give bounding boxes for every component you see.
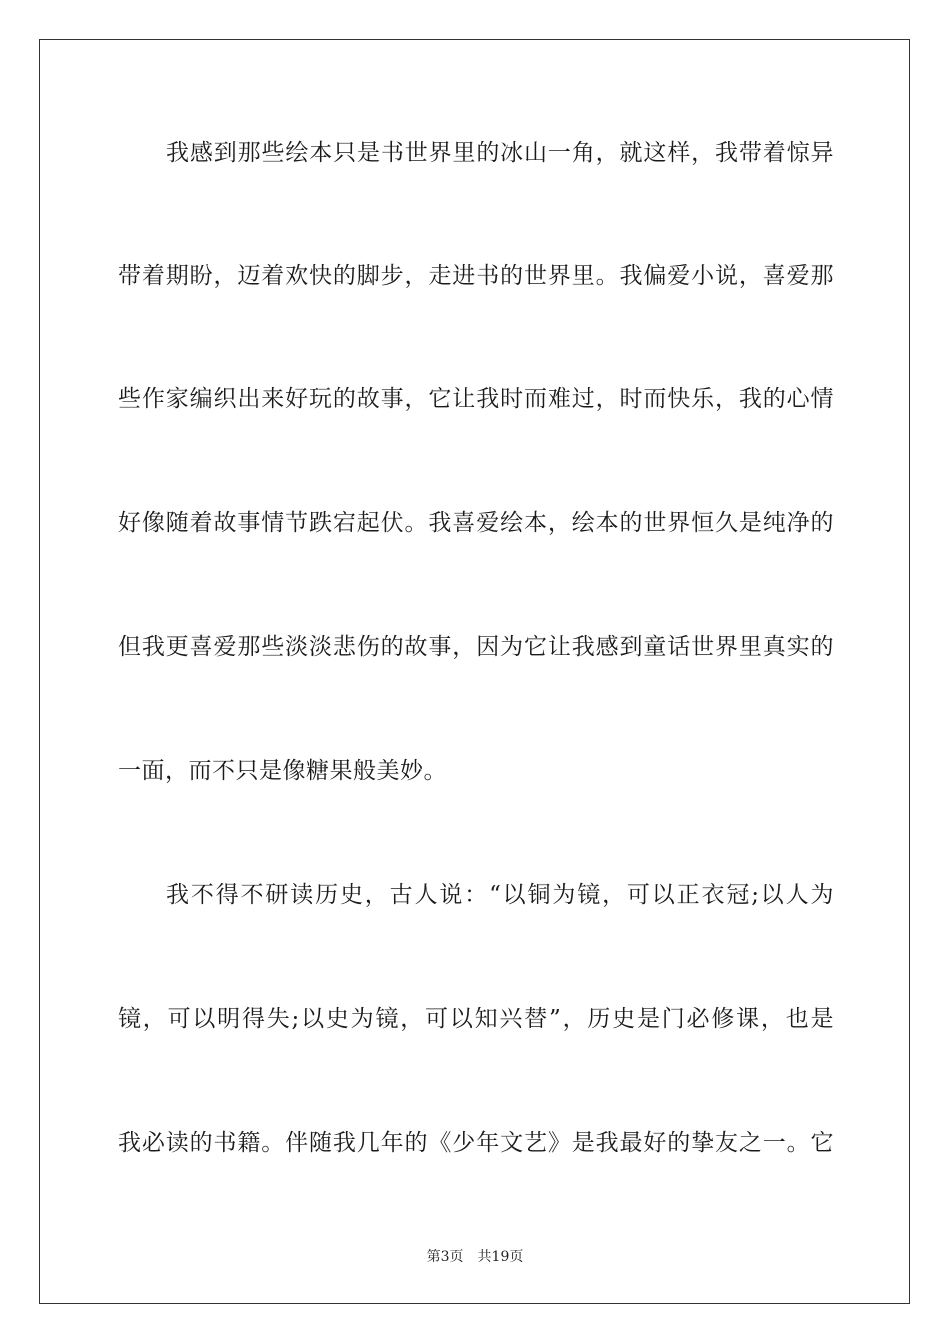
page-border	[39, 39, 910, 1304]
paragraph-2-line-1: 我不得不研读历史，古人说：“以铜为镜，可以正衣冠;以人为	[166, 882, 834, 908]
paragraph-2-line-3: 我必读的书籍。伴随我几年的《少年文艺》是我最好的挚友之一。它	[118, 1130, 834, 1156]
page-footer	[0, 1248, 950, 1266]
paragraph-1-line-5: 但我更喜爱那些淡淡悲伤的故事，因为它让我感到童话世界里真实的	[118, 634, 834, 660]
paragraph-1-line-3: 些作家编织出来好玩的故事，它让我时而难过，时而快乐，我的心情	[118, 386, 834, 412]
paragraph-1-line-6: 一面，而不只是像糖果般美妙。	[118, 758, 447, 784]
page-number: 第3页	[426, 1249, 464, 1265]
page-total: 共19页	[477, 1249, 524, 1265]
paragraph-1-line-2: 带着期盼，迈着欢快的脚步，走进书的世界里。我偏爱小说，喜爱那	[118, 263, 834, 289]
paragraph-1-line-1: 我感到那些绘本只是书世界里的冰山一角，就这样，我带着惊异	[166, 140, 834, 166]
paragraph-2-line-2: 镜，可以明得失;以史为镜，可以知兴替”，历史是门必修课，也是	[118, 1006, 834, 1032]
paragraph-1-line-4: 好像随着故事情节跌宕起伏。我喜爱绘本，绘本的世界恒久是纯净的	[118, 510, 834, 536]
